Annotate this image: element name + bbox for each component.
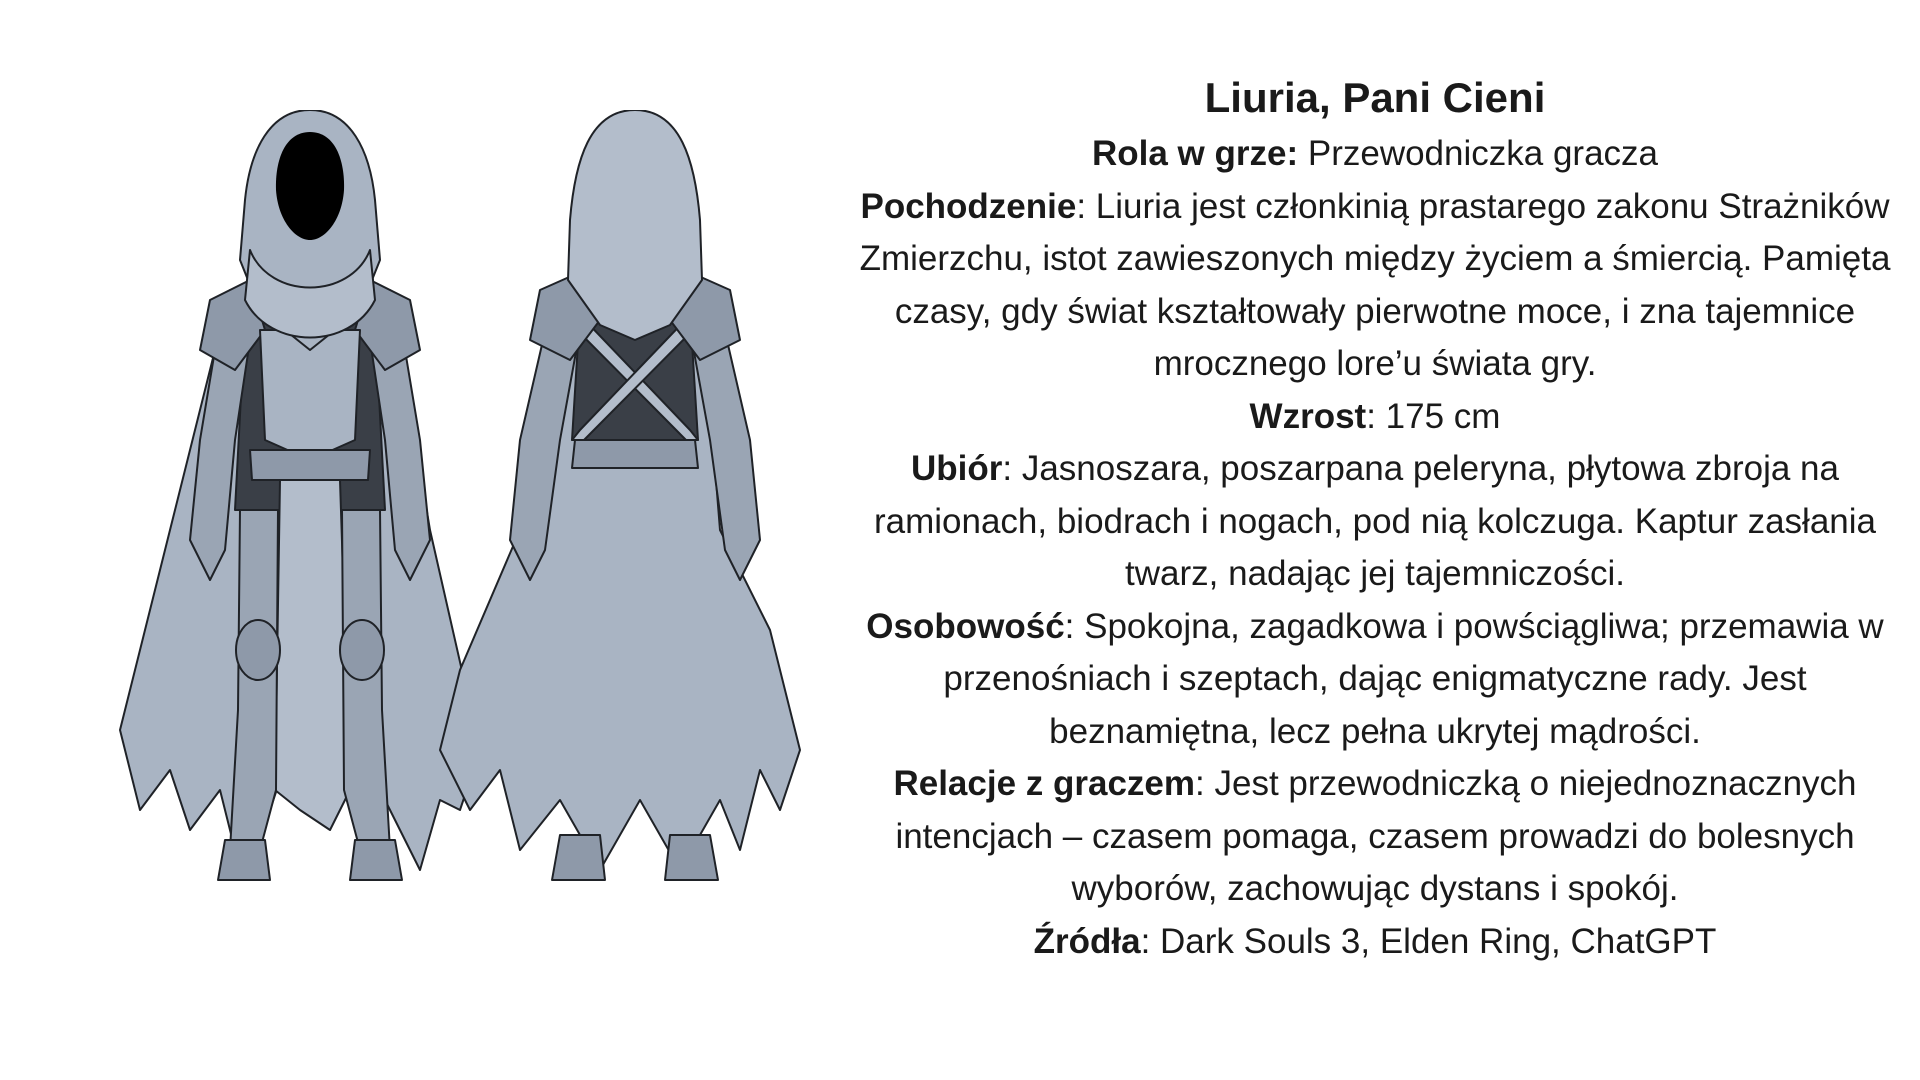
height-line (850, 391, 1900, 444)
personality-text: : Spokojna, zagadkowa i powściągliwa; przemawia w przenośniach i szeptach, dając enigmatyczne rady. Jest beznamiętna, lecz pełna ukrytej mądrości. (943, 606, 1884, 751)
height-label: Wzrost (1249, 396, 1367, 436)
relations-paragraph (850, 758, 1900, 916)
personality-paragraph (850, 601, 1900, 759)
role-label: Rola w grze: (1091, 134, 1299, 173)
origin-paragraph (850, 181, 1900, 391)
origin-text: : Liuria jest członkinią prastarego zakonu Strażników Zmierzchu, istot zawieszonych między życiem a śmiercią. Pamięta czasy, gdy świat kształtowały pierwotne moce, i zna tajemnice mrocznego lore’u świata gry. (859, 186, 1891, 383)
role-line (850, 128, 1900, 181)
front-view-figure (120, 110, 480, 880)
character-info-panel (850, 70, 1900, 968)
origin-label: Pochodzenie (860, 186, 1077, 226)
sources-text: : Dark Souls 3, Elden Ring, ChatGPT (1140, 921, 1717, 961)
character-illustration (100, 110, 860, 990)
outfit-paragraph (850, 443, 1900, 601)
sources-label: Źródła (1033, 921, 1141, 961)
role-value: Przewodniczka gracza (1298, 134, 1659, 173)
character-art-svg (100, 110, 860, 990)
character-name-title: Liuria, Pani Cieni (1204, 74, 1546, 121)
relations-text: : Jest przewodniczką o niejednoznacznych intencjach – czasem pomaga, czasem prowadzi do bolesnych wyborów, zachowując dystans i spokój. (895, 764, 1857, 908)
sources-line (850, 916, 1900, 969)
back-view-figure (440, 110, 800, 880)
outfit-text: : Jasnoszara, poszarpana peleryna, płytowa zbroja na ramionach, biodrach i nogach, pod nią kolczuga. Kaptur zasłania twarz, nadając jej tajemniczości. (873, 449, 1876, 593)
relations-label: Relacje z graczem (893, 764, 1196, 803)
outfit-label: Ubiór (911, 449, 1003, 488)
height-value: : 175 cm (1366, 396, 1501, 436)
personality-label: Osobowość (866, 606, 1065, 646)
